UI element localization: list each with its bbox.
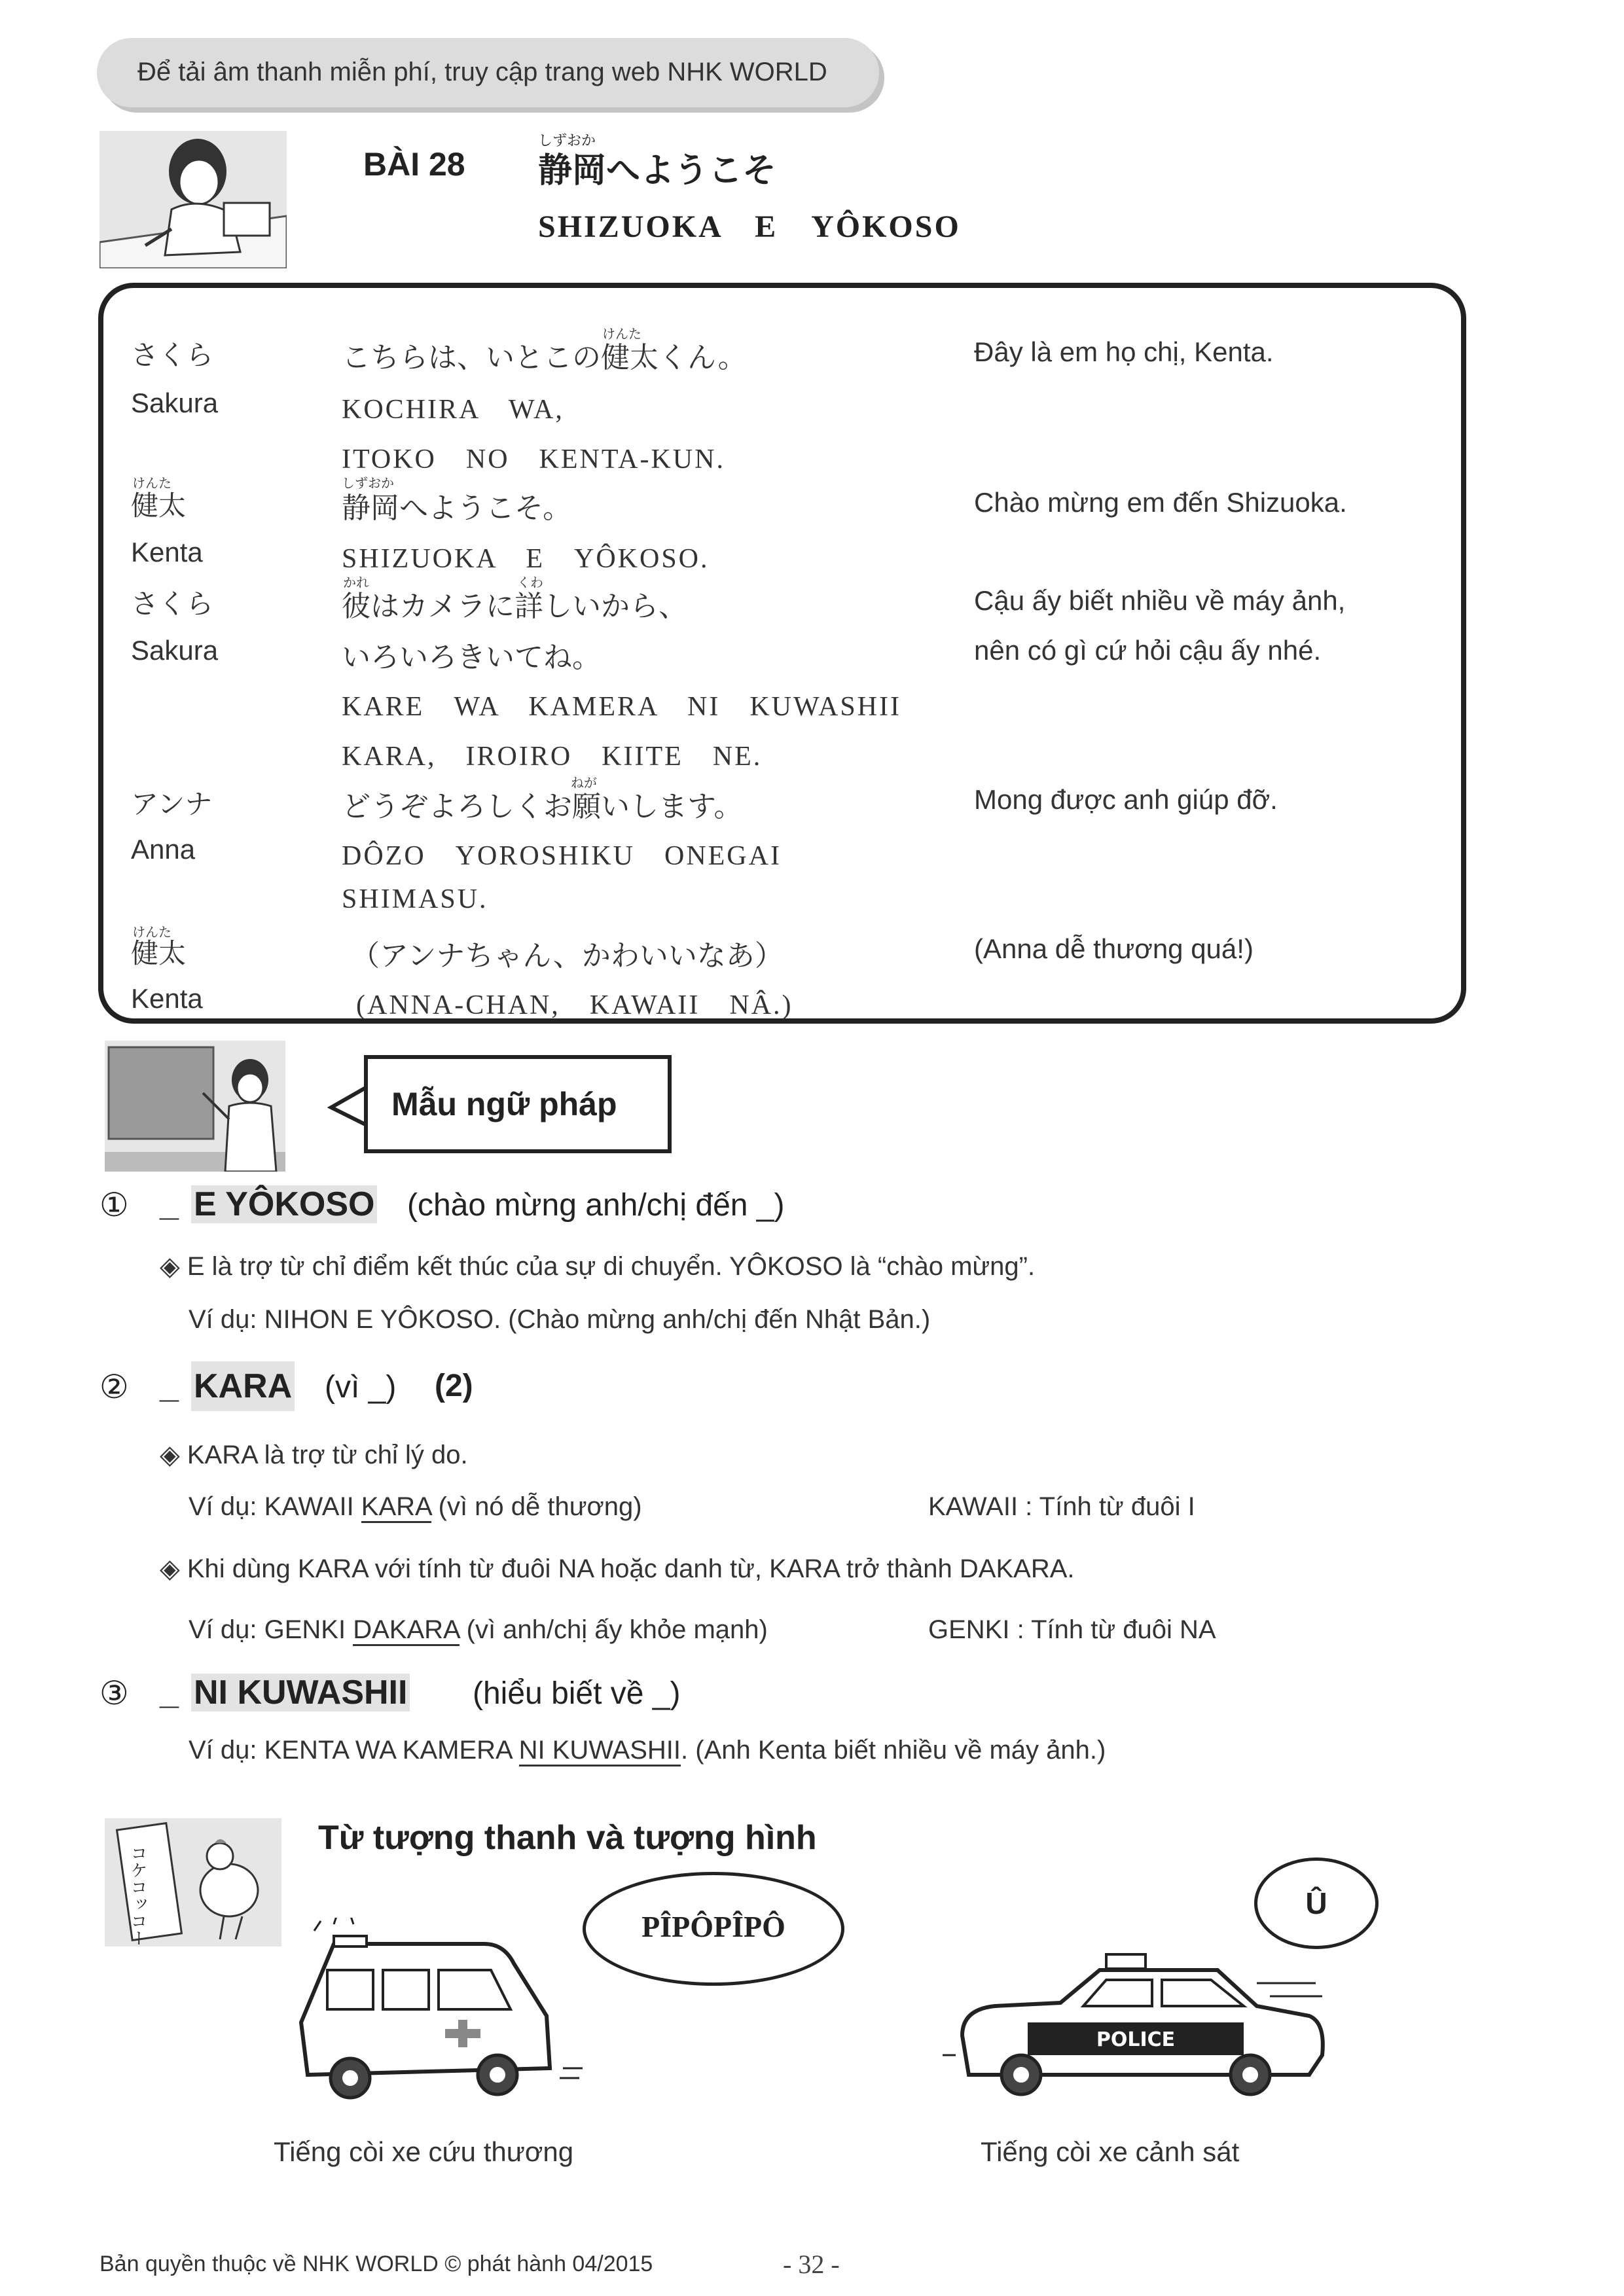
dialogue-furigana: しずおか (342, 476, 394, 491)
rooster-illustration (105, 1818, 281, 1946)
dialogue-speaker: 健太 (131, 490, 187, 521)
dialogue-translation: Cậu ấy biết nhiều về máy ảnh, (974, 585, 1346, 616)
grammar-number: ② (99, 1369, 129, 1405)
dialogue-speaker: さくら (131, 588, 214, 619)
dialogue-romaji: ITOKO NO KENTA-KUN. (342, 444, 725, 475)
grammar-note: ◈ E là trợ từ chỉ điểm kết thúc của sự di chuyển. YÔKOSO là “chào mừng”. (160, 1252, 1036, 1281)
dialogue-speaker: さくら (131, 340, 214, 370)
dialogue-translation: Mong được anh giúp đỡ. (974, 784, 1278, 815)
grammar-gloss: (hiểu biết về _) (473, 1676, 681, 1711)
police-sound: Û (1305, 1886, 1327, 1920)
dialogue-speaker: Anna (131, 834, 196, 865)
grammar-gloss: (vì _) (325, 1370, 397, 1405)
dialogue-romaji: KARE WA KAMERA NI KUWASHII (342, 692, 901, 722)
dialogue-translation: Đây là em họ chị, Kenta. (974, 336, 1274, 367)
rooster-icon (105, 1818, 281, 1946)
lesson-number: BÀI 28 (363, 146, 465, 183)
speaker-furigana: けんた (132, 476, 171, 491)
dialogue-japanese: 静岡へようこそ。 (342, 492, 572, 524)
grammar-example (189, 1492, 642, 1522)
dialogue-speaker: Kenta (131, 983, 203, 1014)
teacher-illustration (105, 1041, 285, 1172)
grammar-key (191, 1673, 410, 1712)
lesson-title-japanese: 静岡へようこそ (538, 152, 777, 190)
grammar-example: Ví dụ: NIHON E YÔKOSO. (Chào mừng anh/chị đến Nhật Bản.) (189, 1305, 931, 1334)
example-suffix: . (Anh Kenta biết nhiều về máy ảnh.) (681, 1736, 1106, 1765)
speaker-furigana: けんた (132, 925, 171, 940)
example-underlined: DAKARA (353, 1615, 459, 1646)
page-number: - 32 - (783, 2250, 840, 2279)
grammar-example (189, 1615, 768, 1645)
footer-copyright: Bản quyền thuộc về NHK WORLD © phát hành 04/2015 (99, 2251, 653, 2276)
rooster-text: コケコッコー (128, 1844, 147, 1946)
download-banner (97, 38, 879, 107)
lesson-title-furigana: しずおか (538, 132, 596, 149)
dialogue-speaker: 健太 (131, 938, 187, 969)
grammar-example (189, 1736, 1106, 1765)
grammar-number: ③ (99, 1675, 129, 1712)
police-caption: Tiếng còi xe cảnh sát (981, 2136, 1240, 2167)
police-label: POLICE (1096, 2028, 1176, 2051)
grammar-blank: _ (160, 1674, 179, 1712)
teacher-icon (105, 1041, 285, 1172)
dialogue-translation: Chào mừng em đến Shizuoka. (974, 487, 1347, 518)
grammar-callout (364, 1055, 672, 1153)
dialogue-speaker: Sakura (131, 635, 219, 666)
dialogue-romaji: (ANNA-CHAN, KAWAII NÂ.) (356, 990, 793, 1020)
grammar-number: ① (99, 1187, 129, 1223)
dialogue-speaker: Kenta (131, 537, 203, 567)
ambulance-caption: Tiếng còi xe cứu thương (274, 2136, 574, 2167)
grammar-count: (2) (435, 1369, 473, 1403)
dialogue-speaker: Sakura (131, 387, 219, 418)
example-suffix: (vì anh/chị ấy khỏe mạnh) (459, 1615, 768, 1644)
grammar-side-note: GENKI : Tính từ đuôi NA (928, 1615, 1216, 1644)
grammar-key (191, 1361, 295, 1411)
dialogue-speaker: アンナ (131, 789, 213, 819)
grammar-note: ◈ KARA là trợ từ chỉ lý do. (160, 1441, 468, 1469)
dialogue-japanese: どうぞよろしくお願いします。 (342, 791, 743, 823)
dialogue-furigana: くわ (517, 576, 543, 590)
dialogue-japanese: いろいろきいてね。 (342, 641, 601, 673)
dialogue-furigana: けんた (602, 327, 641, 342)
grammar-side-note: KAWAII : Tính từ đuôi I (928, 1492, 1195, 1521)
girl-writing-icon (99, 131, 287, 268)
example-prefix: Ví dụ: KENTA WA KAMERA (189, 1736, 519, 1765)
dialogue-japanese: （アンナちゃん、かわいいなあ） (351, 940, 784, 972)
grammar-key-text: NI KUWASHII (191, 1674, 410, 1712)
dialogue-furigana: かれ (343, 576, 369, 590)
dialogue-japanese: 彼はカメラに詳しいから、 (342, 590, 687, 622)
dialogue-romaji: DÔZO YOROSHIKU ONEGAI (342, 841, 782, 871)
grammar-key (191, 1185, 377, 1224)
grammar-blank: _ (160, 1185, 179, 1223)
example-suffix: (vì nó dễ thương) (431, 1492, 642, 1521)
grammar-blank: _ (160, 1367, 179, 1405)
police-car-icon (943, 1944, 1335, 2101)
ambulance-sound: PÎPÔPÎPÔ (641, 1910, 785, 1943)
dialogue-romaji: SHIZUOKA E YÔKOSO. (342, 544, 710, 574)
example-underlined: NI KUWASHII (519, 1736, 681, 1767)
dialogue-romaji: SHIMASU. (342, 884, 488, 914)
dialogue-romaji: KOCHIRA WA, (342, 395, 564, 425)
ambulance-icon (288, 1918, 596, 2114)
lesson-illustration (99, 131, 287, 268)
lesson-title-romaji: SHIZUOKA E YÔKOSO (538, 209, 961, 244)
grammar-key-text: E YÔKOSO (191, 1185, 377, 1223)
example-prefix: Ví dụ: KAWAII (189, 1492, 361, 1521)
example-underlined: KARA (361, 1492, 431, 1523)
police-speech-bubble (1254, 1857, 1379, 1949)
dialogue-romaji: KARA, IROIRO KIITE NE. (342, 742, 763, 772)
dialogue-translation: (Anna dễ thương quá!) (974, 933, 1254, 964)
grammar-key-text: KARA (191, 1361, 295, 1411)
dialogue-translation: nên có gì cứ hỏi cậu ấy nhé. (974, 635, 1322, 666)
grammar-callout-title: Mẫu ngữ pháp (391, 1086, 617, 1122)
grammar-note: ◈ Khi dùng KARA với tính từ đuôi NA hoặc danh từ, KARA trở thành DAKARA. (160, 1554, 1075, 1583)
onomatopoeia-title: Từ tượng thanh và tượng hình (318, 1819, 817, 1857)
download-banner-text: Để tải âm thanh miễn phí, truy cập trang web NHK WORLD (137, 58, 827, 86)
dialogue-japanese: こちらは、いとこの健太くん。 (342, 342, 747, 374)
grammar-gloss: (chào mừng anh/chị đến _) (407, 1188, 785, 1223)
dialogue-furigana: ねが (571, 776, 597, 791)
example-prefix: Ví dụ: GENKI (189, 1615, 353, 1644)
ambulance-speech-bubble (583, 1872, 844, 1986)
